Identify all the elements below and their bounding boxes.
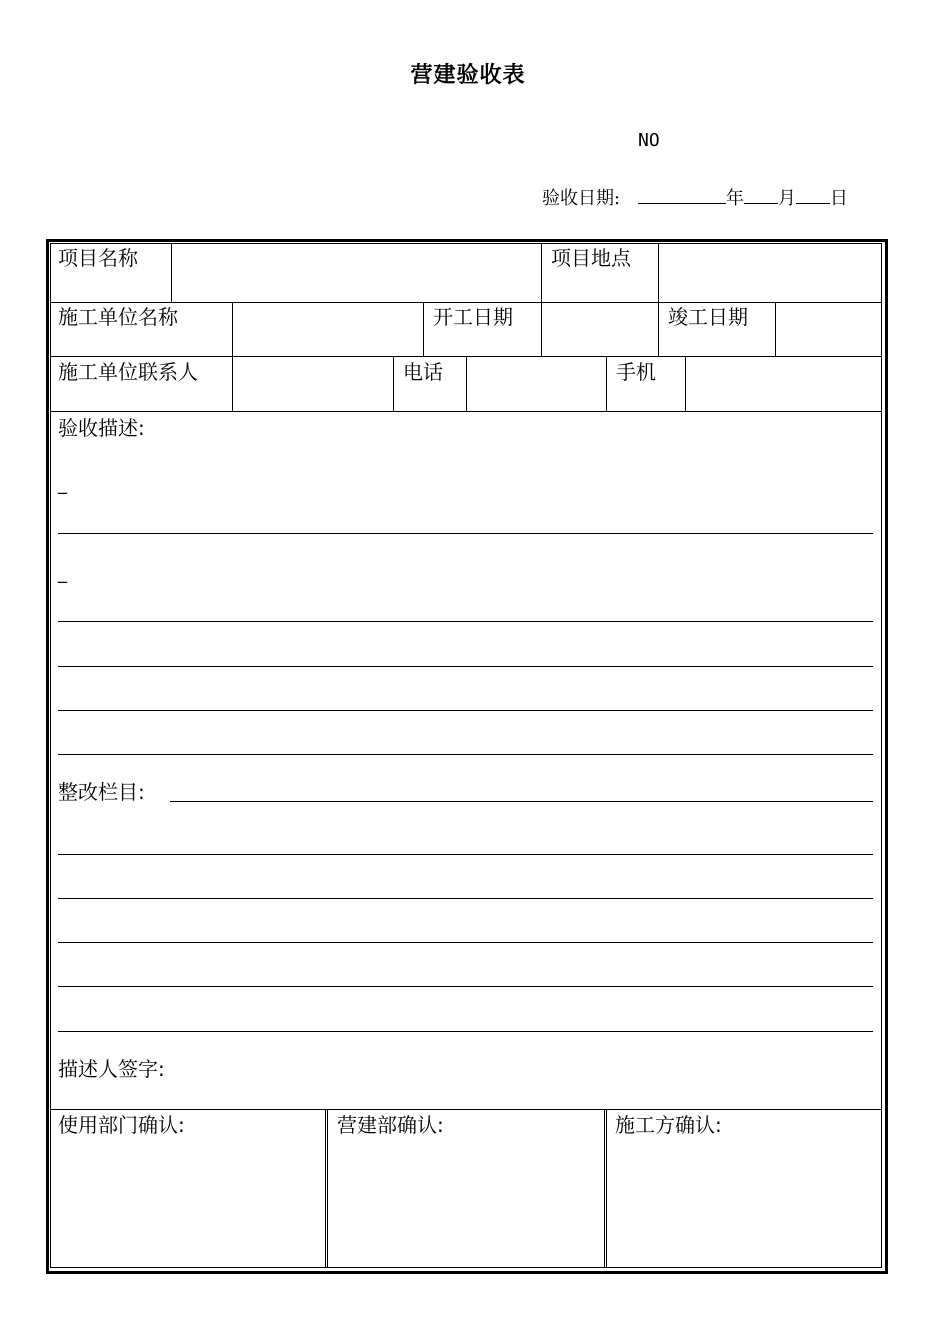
start-date-field[interactable] — [542, 303, 657, 356]
phone-field[interactable] — [467, 357, 605, 411]
contractor-contact-label: 施工单位联系人 — [58, 360, 198, 384]
rectification-line[interactable] — [58, 1031, 873, 1032]
year-blank[interactable] — [638, 185, 726, 204]
rectification-line[interactable] — [58, 898, 873, 899]
day-blank[interactable] — [796, 185, 830, 204]
dash-mark: _ — [58, 474, 67, 495]
dash-mark: _ — [58, 563, 67, 584]
rectification-label: 整改栏目: — [58, 780, 145, 804]
contractor-name-label: 施工单位名称 — [58, 305, 178, 329]
user-dept-confirm-area[interactable] — [52, 1140, 322, 1266]
description-line[interactable] — [58, 533, 873, 534]
contractor-confirm-area[interactable] — [610, 1140, 880, 1266]
rectification-line[interactable] — [170, 801, 873, 802]
day-label: 日 — [829, 188, 848, 209]
mobile-field[interactable] — [686, 357, 881, 411]
construction-dept-confirm-area[interactable] — [331, 1140, 601, 1266]
describer-signature-label: 描述人签字: — [58, 1057, 165, 1081]
project-name-label: 项目名称 — [58, 246, 138, 270]
form-title: 营建验收表 — [410, 62, 526, 88]
description-label: 验收描述: — [58, 416, 145, 440]
description-line[interactable] — [58, 621, 873, 622]
col-divider — [606, 356, 607, 411]
project-name-field[interactable] — [172, 244, 540, 302]
row-divider-4 — [51, 1109, 881, 1110]
month-blank[interactable] — [744, 185, 778, 204]
row-divider-1 — [51, 302, 881, 303]
col-divider — [423, 302, 424, 356]
contractor-name-field[interactable] — [233, 303, 422, 356]
contractor-contact-field[interactable] — [233, 357, 392, 411]
completion-date-field[interactable] — [776, 303, 881, 356]
description-line[interactable] — [58, 754, 873, 755]
description-line[interactable] — [58, 666, 873, 667]
mobile-label: 手机 — [616, 360, 656, 384]
row-divider-3 — [51, 411, 881, 412]
month-label: 月 — [777, 188, 796, 209]
project-location-label: 项目地点 — [551, 246, 631, 270]
contractor-confirm-label: 施工方确认: — [615, 1113, 722, 1137]
rectification-line[interactable] — [58, 986, 873, 987]
acceptance-date — [542, 184, 848, 210]
phone-label: 电话 — [403, 360, 443, 384]
col-divider — [325, 1110, 328, 1268]
project-location-field[interactable] — [659, 244, 881, 302]
start-date-label: 开工日期 — [433, 305, 513, 329]
completion-date-label: 竣工日期 — [668, 305, 748, 329]
user-dept-confirm-label: 使用部门确认: — [58, 1113, 185, 1137]
col-divider — [393, 356, 394, 411]
description-line[interactable] — [58, 710, 873, 711]
rectification-line[interactable] — [58, 942, 873, 943]
form-number-label: NO — [638, 130, 660, 151]
col-divider — [604, 1110, 607, 1268]
year-label: 年 — [725, 188, 744, 209]
construction-dept-confirm-label: 营建部确认: — [337, 1113, 444, 1137]
date-label: 验收日期: — [542, 188, 621, 209]
rectification-line[interactable] — [58, 854, 873, 855]
